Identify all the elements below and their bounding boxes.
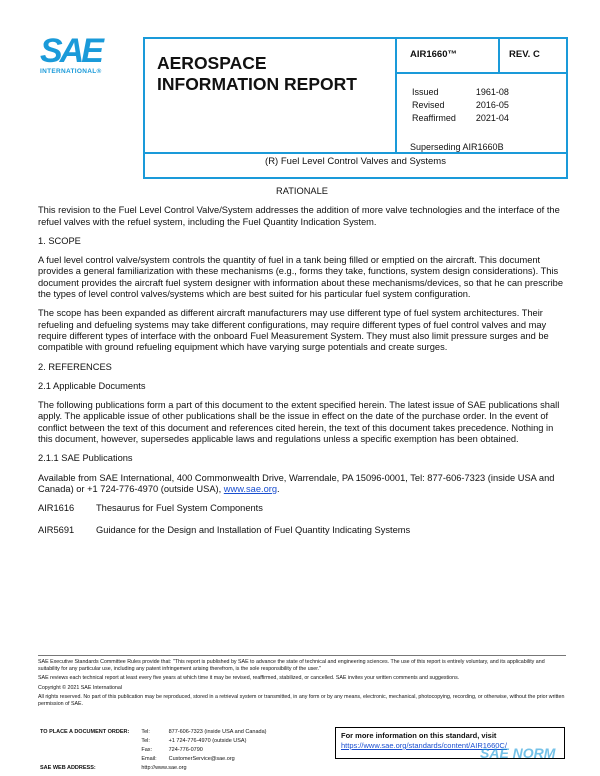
order-info: TO PLACE A DOCUMENT ORDER: Tel: 877-606-7323 (inside USA and Canada) Tel: +1 724-776-4970 (outside USA) Fax: 724-776-0790 Email: CustomerService@sae.org SAE WEB ADDRESS: http://www.sae.org (40, 729, 267, 771)
reference-item: AIR5691 Guidance for the Design and Installation of Fuel Quantity Indicating Systems (38, 524, 411, 535)
references-heading: 2. REFERENCES (38, 361, 112, 372)
document-type-title: AEROSPACE INFORMATION REPORT (157, 53, 357, 94)
reference-item: AIR1616 Thesaurus for Fuel System Components (38, 503, 263, 514)
sae-publications-text: Available from SAE International, 400 Commonwealth Drive, Warrendale, PA 15096-0001, Tel: 877-606-7323 (inside USA and Canada) or +1 724-776-4970 (outside USA), www.sae.org. (38, 472, 555, 494)
sae-logo (40, 34, 100, 75)
logo-subtitle: INTERNATIONAL® (40, 68, 102, 75)
references-paragraph: The following publications form a part of this document to the extent specified herein. The latest issue of SAE publications shall apply. The applicable issue of other publications shall be the issue in effect on the date of the purchase order. In the event of conflict between the text of this document and references cited herein, the text of this document takes precedence. Nothing in this document, however, supersedes applicable laws and regulations unless a specific exemption has been obtained. (38, 400, 560, 445)
rationale-text: This revision to the Fuel Level Control Valve/System addresses the addition of more valve technologies and the interface of the refuel valves with the refuel system, including the Fuel Quantity Indication System. (38, 205, 560, 227)
document-body (38, 186, 566, 546)
document-header (143, 37, 568, 179)
revision: REV. C (509, 49, 540, 60)
document-number: AIR1660™ (410, 49, 457, 60)
watermark: SAE NORM (480, 745, 556, 761)
more-info-box: For more information on this standard, visit https://www.sae.org/standards/content/AIR1660C/ (335, 727, 565, 759)
standard-link[interactable]: https://www.sae.org/standards/content/AIR1660C/ (341, 741, 507, 750)
document-subject: (R) Fuel Level Control Valves and Systems (265, 156, 446, 167)
sae-website-link[interactable]: www.sae.org (223, 483, 278, 494)
logo-mark: SAE (40, 32, 101, 70)
scope-heading: 1. SCOPE (38, 235, 81, 246)
footer-legal: SAE Executive Standards Committee Rules provide that: "This report is published by SAE to advance the state of technical and engineering sciences. The use of this report is entirely voluntary, and its applicability and suitability for any particular use, including any patent infringement arising therefrom, is the sole responsibility of the user." SAE reviews each technical report at least every five years at which time it may be revised, reaffirmed, stabilized, or cancelled. SAE invites your written comments and suggestions. Copyright © 2021 SAE International All rights reserved. No part of this publication may be reproduced, stored in a retrieval system or transmitted, in any form or by any means, electronic, mechanical, photocopying, recording, or otherwise, without the prior written permission of SAE. (38, 655, 566, 710)
scope-paragraph: The scope has been expanded as different aircraft manufacturers may use different type of fuel system architectures. Their refueling and defueling systems may take different configurations, may require different types of fuel control valves and may require different types of interface with the onboard Fuel Measurement System. They must also limit pressure surges and be compatible with ground refueling equipment which have varying surge potentials and create surges. (38, 308, 549, 353)
date-table: Issued 1961-08 Revised 2016-05 Reaffirmed 2021-04 (412, 87, 509, 123)
applicable-docs-heading: 2.1 Applicable Documents (38, 380, 146, 391)
scope-paragraph: A fuel level control valve/system controls the quantity of fuel in a tank being filled or emptied on the aircraft. This document provides a general familiarization with these mechanisms (e.g., forms they take, functions, system design considerations). This document provides the aircraft fuel system designer with information about these mechanisms/devices, so that he can prescribe the types of level control valves/systems which are best suited for his particular fuel system configuration. (38, 255, 564, 300)
sae-publications-heading: 2.1.1 SAE Publications (38, 453, 133, 464)
rationale-heading: RATIONALE (275, 186, 328, 196)
superseding: Superseding AIR1660B (410, 142, 504, 152)
